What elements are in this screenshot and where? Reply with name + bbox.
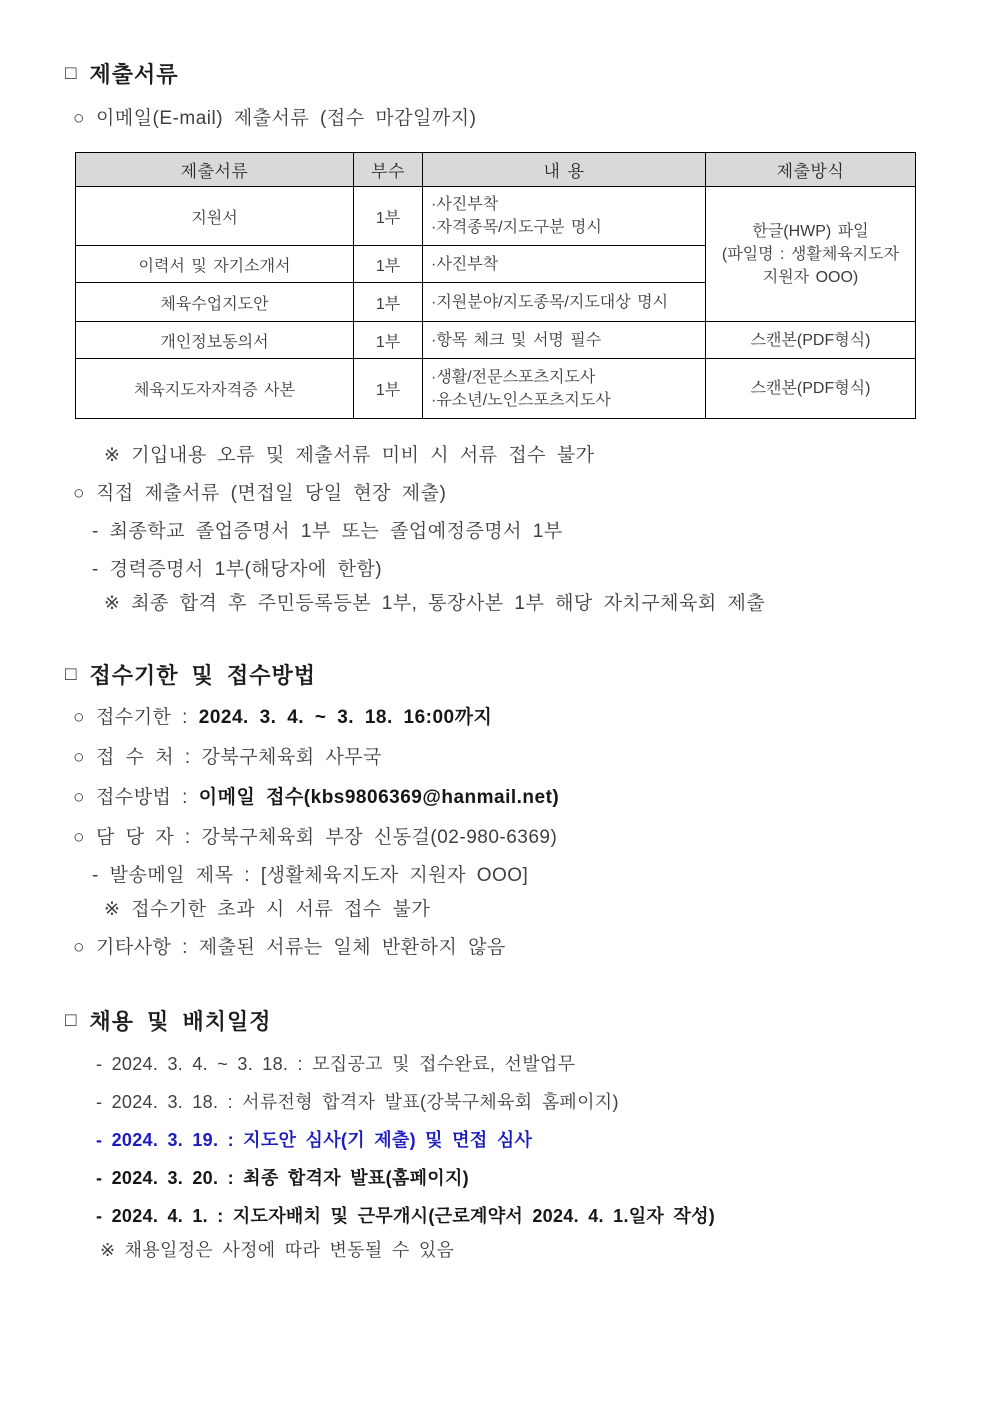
cell-method: 스캔본(PDF형식) (706, 322, 916, 359)
section-title: 접수기한 및 접수방법 (89, 663, 316, 688)
cell-doc: 체육수업지도안 (76, 283, 354, 322)
cell-doc: 체육지도자자격증 사본 (76, 359, 354, 419)
mail-subject-line: - 발송메일 제목 : [생활체육지도자 지원자 OOO] (92, 865, 529, 886)
header-content: 내 용 (423, 153, 706, 187)
cell-content (423, 187, 706, 246)
header-doc: 제출서류 (76, 153, 354, 187)
table-row (76, 359, 916, 419)
circle-bullet-icon: ○ (73, 747, 85, 768)
method-line: 지원자 OOO) (762, 268, 859, 286)
cell-content: ·사진부착 (423, 246, 706, 283)
cell-method-merged (706, 187, 916, 322)
square-bullet-icon: □ (65, 664, 78, 685)
content-line: ·생활/전문스포츠지도사 (431, 368, 596, 386)
cell-count: 1부 (354, 322, 423, 359)
receipt-method-text (96, 785, 559, 811)
content-line: ·자격종목/지도구분 명시 (431, 219, 602, 236)
schedule-item: - 2024. 3. 20. : 최종 합격자 발표(홈페이지) (96, 1168, 469, 1188)
cell-count: 1부 (354, 283, 423, 322)
cell-method: 스캔본(PDF형식) (706, 359, 916, 419)
manager-value: 강북구체육회 부장 신동걸(02-980-6369) (201, 827, 558, 848)
section-heading-receipt (65, 661, 992, 691)
schedule-item: - 2024. 3. 18. : 서류전형 합격자 발표(강북구체육회 홈페이지) (96, 1092, 619, 1112)
table-note: ※ 기입내용 오류 및 제출서류 미비 시 서류 접수 불가 (104, 445, 595, 466)
receipt-place-text (96, 745, 382, 771)
receipt-note: ※ 접수기한 초과 시 서류 접수 불가 (104, 899, 431, 920)
receipt-method-line (73, 785, 992, 811)
submission-table (75, 152, 916, 419)
receipt-etc-line (73, 935, 992, 961)
direct-note: ※ 최종 합격 후 주민등록등본 1부, 통장사본 1부 해당 자치구체육회 제출 (104, 593, 766, 614)
section-heading-submission (65, 60, 992, 90)
cell-doc: 지원서 (76, 187, 354, 246)
section-heading-schedule (65, 1007, 992, 1037)
table-row (76, 322, 916, 359)
method-line: 한글(HWP) 파일 (752, 222, 869, 240)
section-title: 채용 및 배치일정 (89, 1009, 272, 1034)
circle-bullet-icon: ○ (73, 108, 85, 129)
content-line: ·사진부착 (431, 196, 499, 213)
receipt-etc-text (96, 935, 506, 961)
cell-content (423, 359, 706, 419)
direct-submission-line (73, 481, 992, 507)
direct-submission-text: 직접 제출서류 (면접일 당일 현장 제출) (95, 483, 447, 504)
etc-value: 제출된 서류는 일체 반환하지 않음 (198, 937, 506, 958)
etc-label: 기타사항 : (95, 937, 199, 958)
cell-doc: 이력서 및 자기소개서 (76, 246, 354, 283)
square-bullet-icon: □ (65, 63, 78, 84)
circle-bullet-icon: ○ (73, 827, 85, 848)
place-label: 접 수 처 : (95, 747, 202, 768)
content-line: ·유소년/노인스포츠지도사 (431, 391, 611, 409)
deadline-label: 접수기한 : (95, 707, 199, 728)
email-submission-line (73, 106, 992, 132)
email-submission-text: 이메일(E-mail) 제출서류 (접수 마감일까지) (95, 108, 477, 129)
place-value: 강북구체육회 사무국 (201, 747, 382, 768)
table-header-row (76, 153, 916, 187)
method-value: 이메일 접수(kbs9806369@hanmail.net) (198, 787, 560, 808)
cell-count: 1부 (354, 246, 423, 283)
schedule-item: - 2024. 4. 1. : 지도자배치 및 근무개시(근로계약서 2024. 4. 1.일자 작성) (96, 1206, 716, 1226)
direct-item: - 최종학교 졸업증명서 1부 또는 졸업예정증명서 1부 (92, 521, 563, 542)
cell-content: ·지원분야/지도종목/지도대상 명시 (423, 283, 706, 322)
cell-content: ·항목 체크 및 서명 필수 (423, 322, 706, 359)
square-bullet-icon: □ (65, 1010, 78, 1031)
direct-item: - 경력증명서 1부(해당자에 한함) (92, 559, 383, 580)
method-label: 접수방법 : (95, 787, 199, 808)
schedule-item: - 2024. 3. 4. ~ 3. 18. : 모집공고 및 접수완료, 선발업무 (96, 1054, 576, 1074)
manager-label: 담 당 자 : (95, 827, 202, 848)
circle-bullet-icon: ○ (73, 707, 85, 728)
cell-count: 1부 (354, 187, 423, 246)
circle-bullet-icon: ○ (73, 787, 85, 808)
section-title: 제출서류 (89, 62, 179, 87)
cell-count: 1부 (354, 359, 423, 419)
header-count: 부수 (354, 153, 423, 187)
receipt-deadline-line (73, 705, 992, 731)
receipt-manager-text (96, 825, 557, 851)
schedule-note: ※ 채용일정은 사정에 따라 변동될 수 있음 (100, 1240, 455, 1260)
circle-bullet-icon: ○ (73, 937, 85, 958)
receipt-deadline-text (96, 705, 492, 731)
receipt-place-line (73, 745, 992, 771)
schedule-item-highlighted: - 2024. 3. 19. : 지도안 심사(기 제출) 및 면접 심사 (96, 1130, 533, 1150)
cell-doc: 개인정보동의서 (76, 322, 354, 359)
deadline-value: 2024. 3. 4. ~ 3. 18. 16:00까지 (198, 707, 493, 728)
method-line: (파일명 : 생활체육지도자 (721, 245, 900, 263)
table-row (76, 187, 916, 246)
header-method: 제출방식 (706, 153, 916, 187)
circle-bullet-icon: ○ (73, 483, 85, 504)
receipt-manager-line (73, 825, 992, 851)
